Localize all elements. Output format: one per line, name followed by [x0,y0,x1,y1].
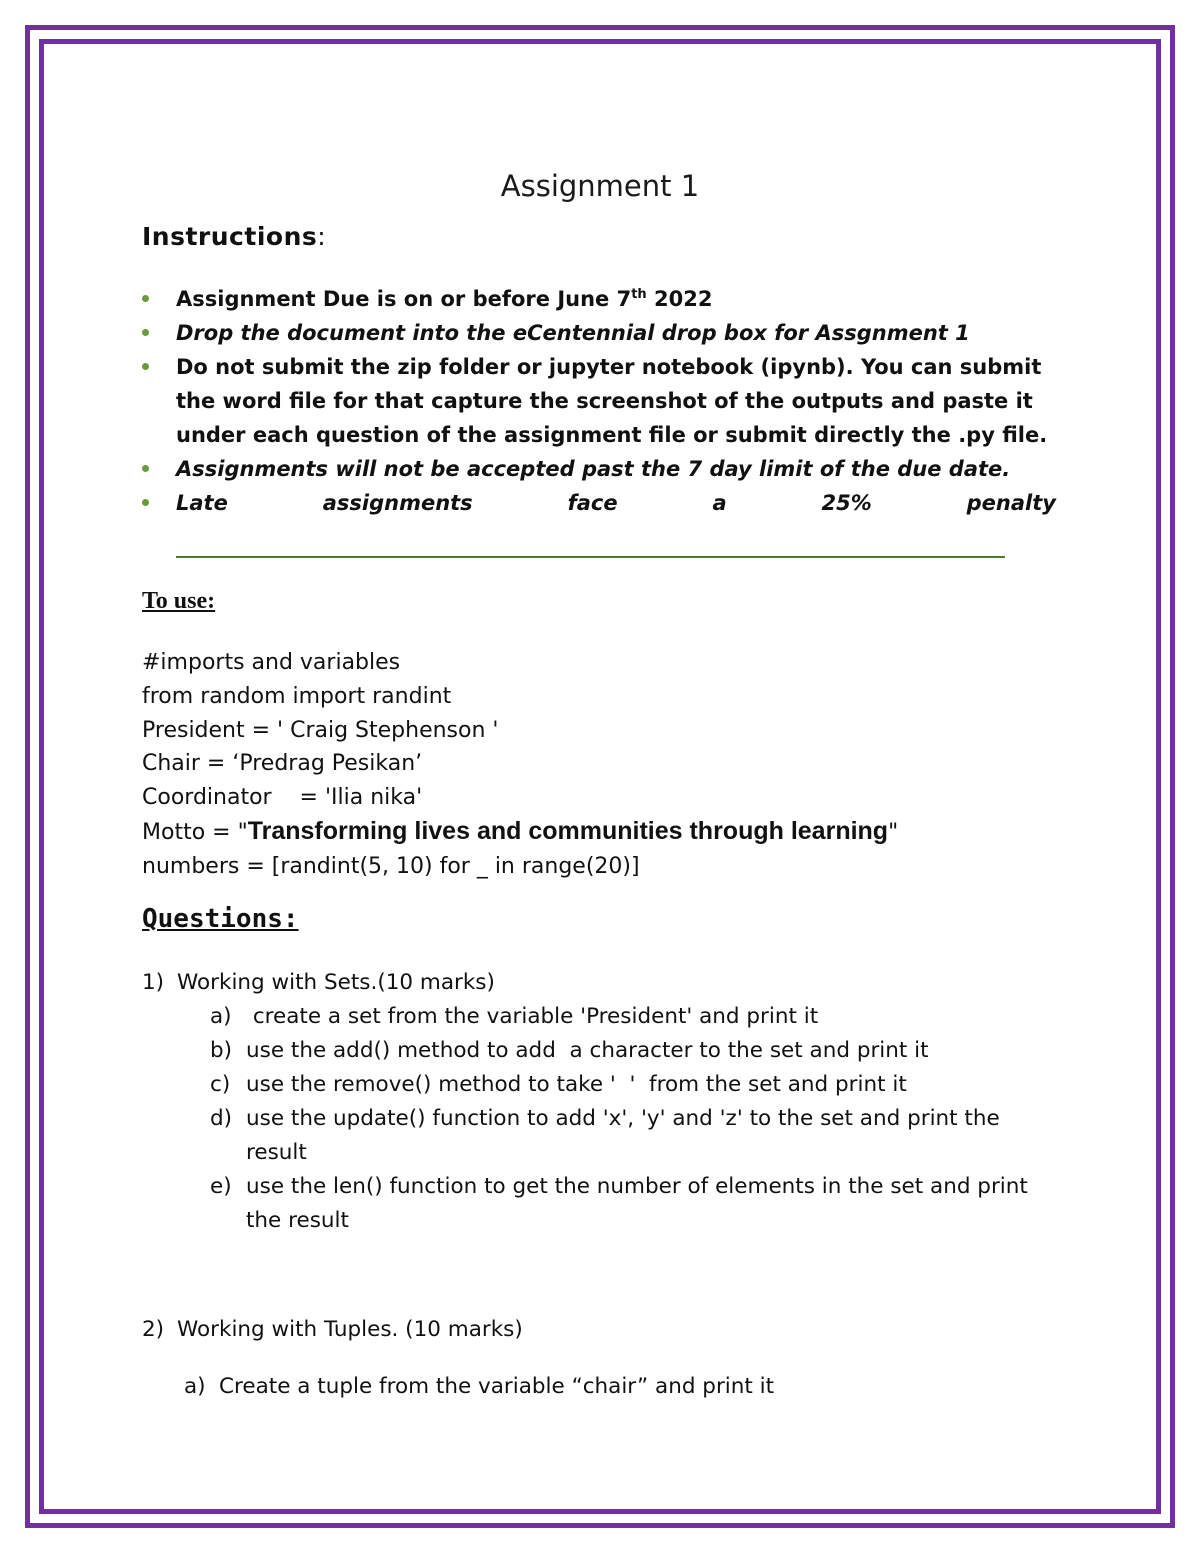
penalty-word: 25% [821,491,872,515]
code-block [142,646,898,884]
item-text: use the update() function to add 'x', 'y' and 'z' to the set and print the result [246,1106,1000,1165]
question-2-title-row [142,1313,523,1347]
instruction-item-submission [142,350,1057,452]
item-letter: c) [210,1072,231,1097]
submission-text: Do not submit the zip folder or jupyter notebook (ipynb). You can submit the word file for that capture the screenshot of the outputs and paste it under each question of the assignment file or submit directly the .py file. [176,355,1048,447]
question-1-title-row [142,966,1061,1000]
drop-box-text: Drop the document into the eCentennial drop box for Assgnment 1 [176,321,970,345]
item-text: use the len() function to get the number of elements in the set and print the result [246,1174,1028,1233]
page-title: Assignment 1 [500,169,700,203]
late-limit-text: Assignments will not be accepted past the 7 day limit of the due date. [176,457,1011,481]
question-title: Working with Sets.(10 marks) [177,970,495,995]
instruction-item-penalty [142,486,1057,520]
question-2-item-a [184,1374,774,1399]
motto-string: Transforming lives and communities through learning [247,816,889,845]
question-1-item-b [142,1034,1061,1068]
motto-suffix: " [888,819,899,845]
instruction-item-late-limit [142,452,1057,486]
code-line-motto [142,815,898,850]
instructions-colon: : [317,222,327,251]
instructions-heading-text: Instructions [142,222,318,251]
item-text: Create a tuple from the variable “chair” and print it [219,1374,775,1399]
question-1-item-d [142,1102,1061,1170]
penalty-word: a [712,491,727,515]
item-letter: d) [210,1106,233,1131]
instructions-heading [142,222,326,251]
bullet-dot [142,499,149,506]
question-1 [142,966,1061,1238]
item-letter: a) [184,1374,206,1399]
code-line: Chair = ‘Predrag Pesikan’ [142,751,423,777]
item-letter: e) [210,1174,232,1199]
question-number: 2) [142,1317,165,1342]
motto-prefix: Motto = " [142,819,248,845]
code-line: from random import randint [142,683,452,709]
item-text: use the remove() method to take ' ' from the set and print it [246,1072,907,1097]
item-letter: b) [210,1038,233,1063]
questions-heading: Questions: [142,904,299,934]
penalty-word: assignments [322,491,473,515]
question-1-item-a [142,1000,1061,1034]
due-date-year: 2022 [646,287,713,311]
penalty-word: face [567,491,618,515]
due-date-text: Assignment Due is on or before June 7 [176,287,632,311]
to-use-heading: To use: [142,588,216,614]
code-line: President = ' Craig Stephenson ' [142,717,499,743]
bullet-dot [142,295,149,302]
question-number: 1) [142,970,165,995]
question-2 [142,1313,523,1347]
instruction-item-due-date [142,282,1057,316]
instruction-item-drop-box [142,316,1057,350]
item-text: use the add() method to add a character to the set and print it [246,1038,929,1063]
question-1-item-c [142,1068,1061,1102]
code-line: #imports and variables [142,650,401,675]
due-date-superscript: th [631,287,647,302]
instructions-list [142,282,1057,520]
penalty-word: penalty [966,491,1056,515]
question-title: Working with Tuples. (10 marks) [177,1317,523,1342]
bullet-dot [142,465,149,472]
bullet-dot [142,363,149,370]
item-text: create a set from the variable 'President' and print it [246,1004,819,1029]
question-1-item-e [142,1170,1061,1238]
penalty-word: Late [176,491,228,515]
horizontal-rule [176,556,1005,558]
penalty-line [176,486,1056,520]
item-letter: a) [210,1004,232,1029]
code-line: numbers = [randint(5, 10) for _ in range(20)] [142,853,640,879]
code-line: Coordinator = 'Ilia nika' [142,785,423,811]
bullet-dot [142,329,149,336]
